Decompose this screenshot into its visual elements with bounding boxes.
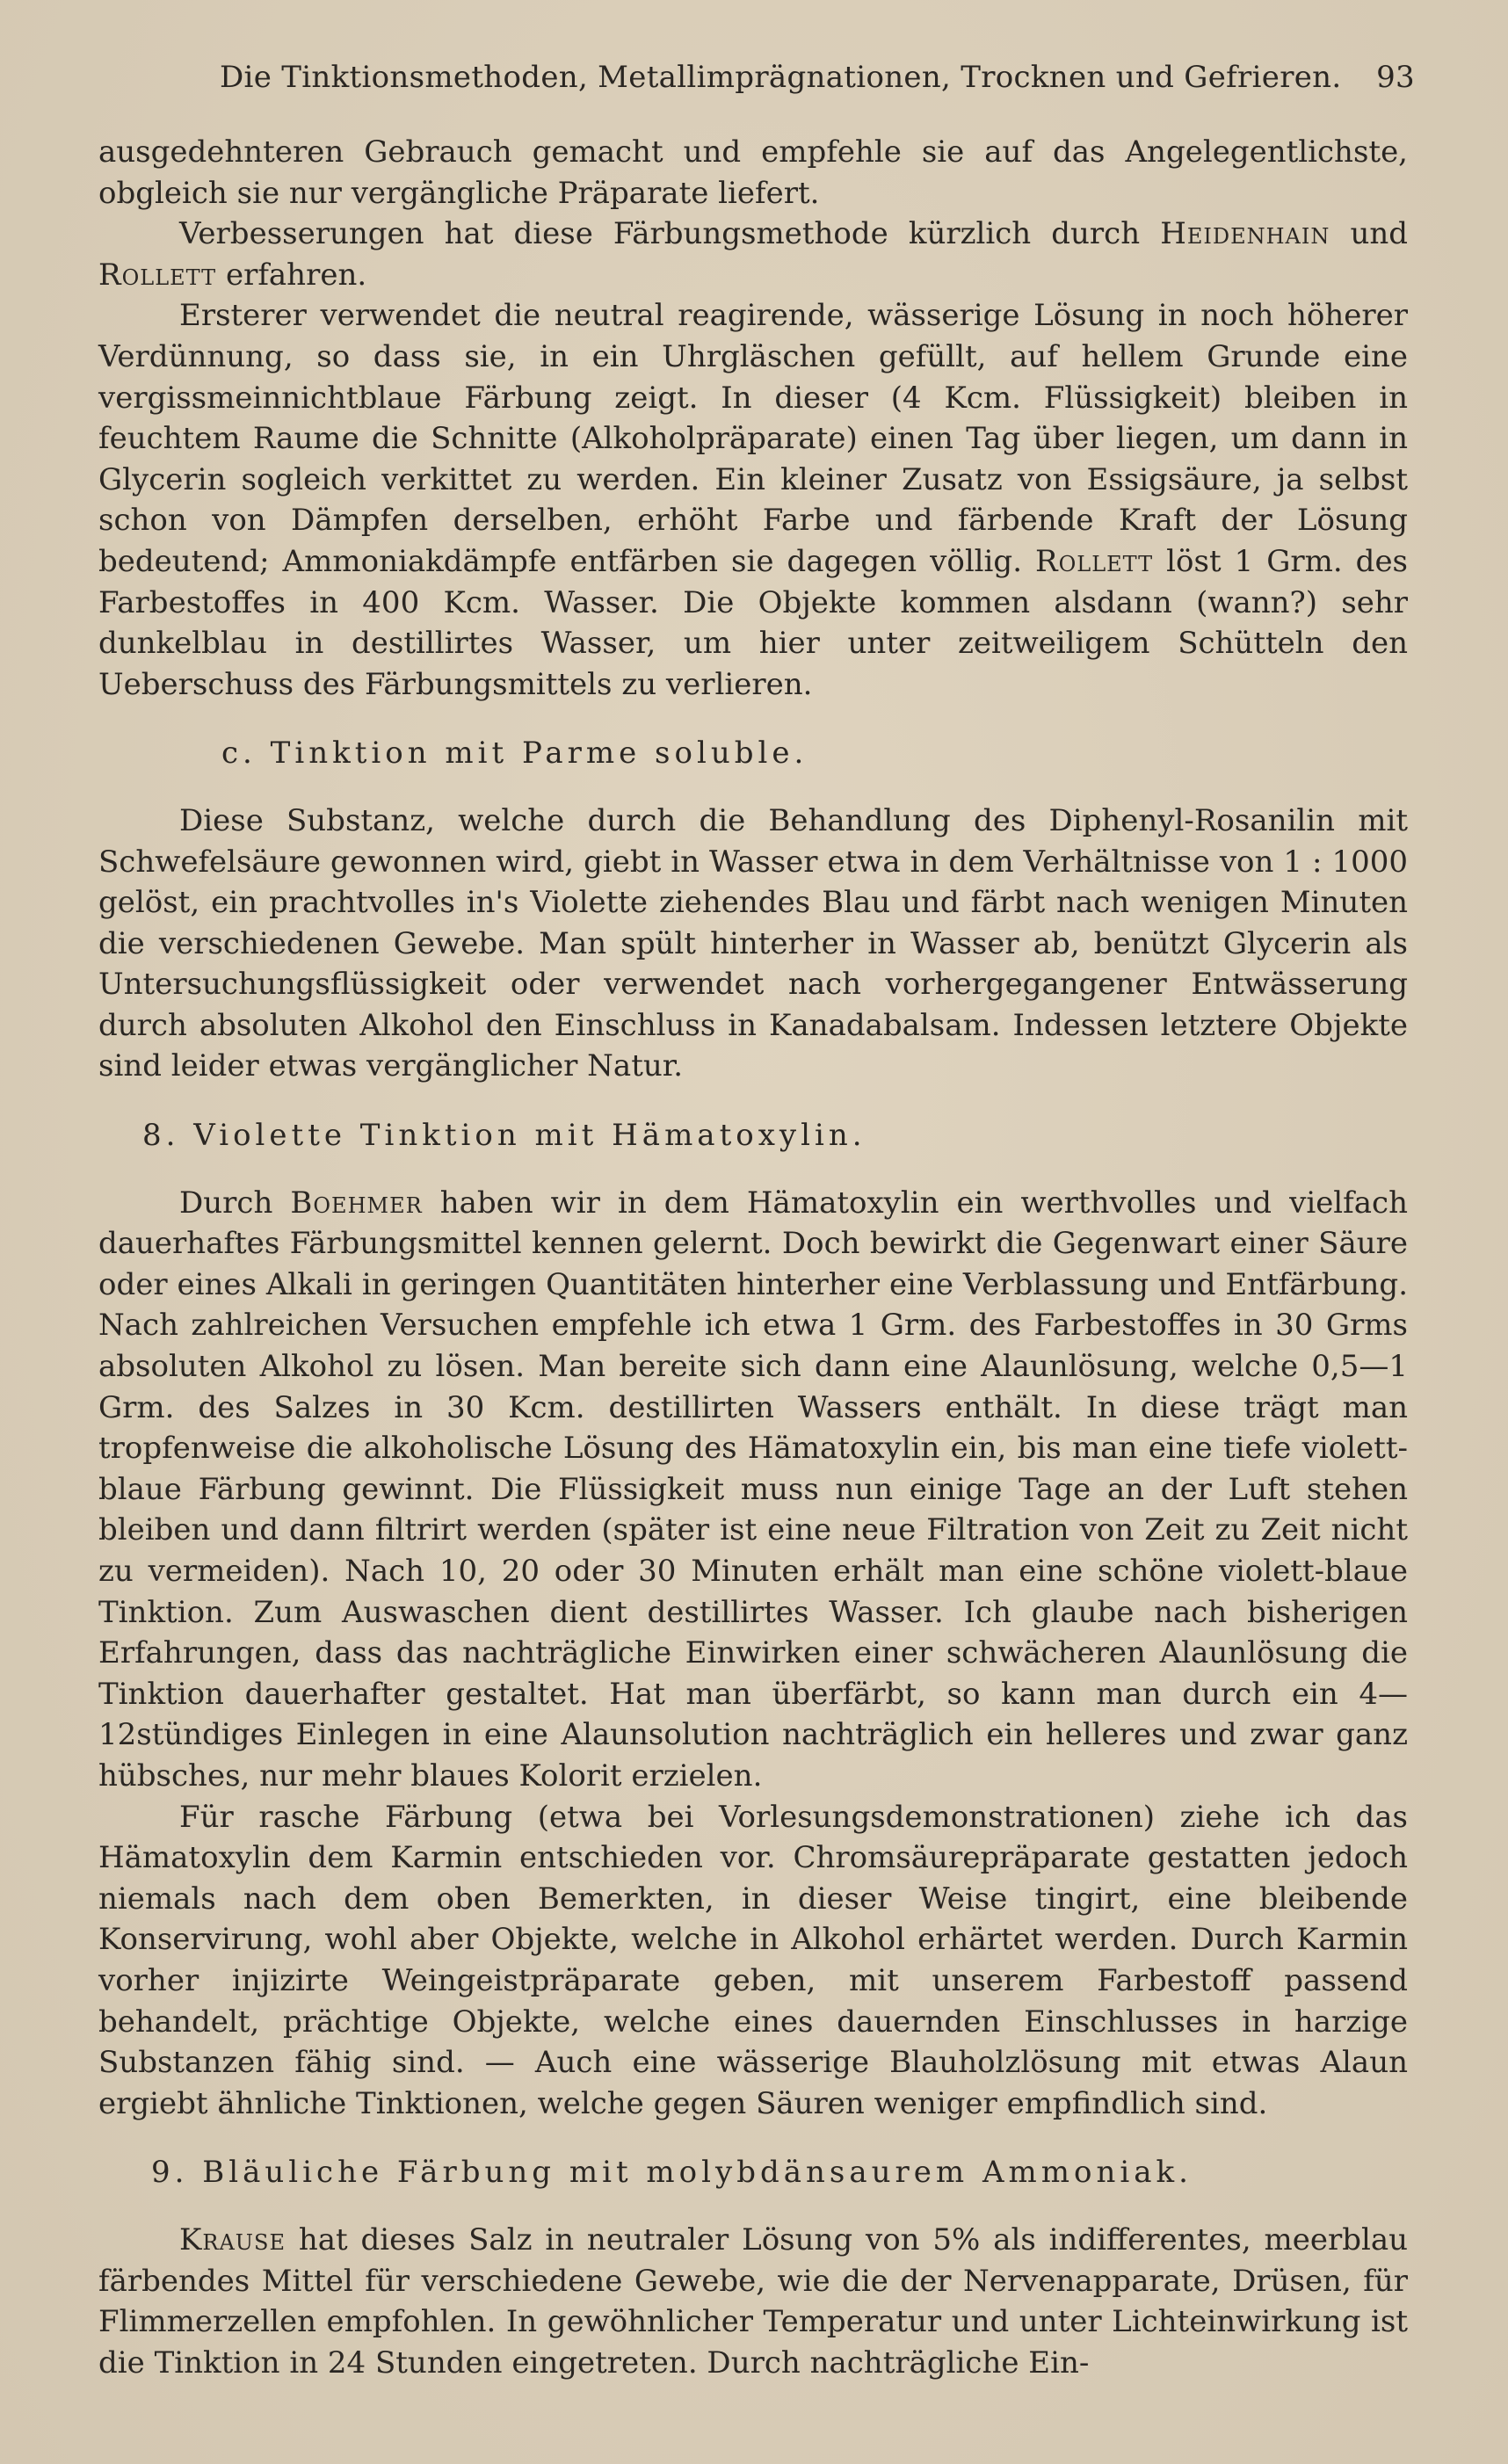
paragraph-3: Ersterer verwendet die neutral reagirende, wässerige Lösung in noch höherer Verdünnung, so dass sie, in ein Uhrgläschen gefüllt, auf hellem Grunde eine vergissmeinnichtblaue Färbung zeigt. In dieser (4 Kcm. Flüssigkeit) bleiben in feuchtem Raume die Schnitte (Alkoholpräparate) einen Tag über liegen, um dann in Glycerin sogleich verkittet zu werden. Ein kleiner Zusatz von Essigsäure, ja selbst schon von Dämpfen derselben, erhöht Farbe und färbende Kraft der Lösung bedeutend; Ammoniakdämpfe entfärben sie dagegen völlig. Rollett löst 1 Grm. des Farbestoffes in 400 Kcm. Wasser. Die Objekte kommen alsdann (wann?) sehr dunkelblau in destillirtes Wasser, um hier unter zeitweiligem Schütteln den Ueberschuss des Färbungsmittels zu verlieren. <box>98 298 1409 702</box>
paragraph-4: Diese Substanz, welche durch die Behandlung des Diphenyl-Rosanilin mit Schwefelsäure gewonnen wird, giebt in Wasser etwa in dem Verhältnisse von 1 : 1000 gelöst, ein prachtvolles in's Violette ziehendes Blau und färbt nach wenigen Minuten die verschiedenen Gewebe. Man spült hinterher in Wasser ab, benützt Glycerin als Untersuchungsflüssigkeit oder verwendet nach vorhergegangener Entwässerung durch absoluten Alkohol den Einschluss in Kanadabalsam. Indessen letztere Objekte sind leider etwas vergänglicher Natur. <box>98 802 1408 1084</box>
paragraph-2: Verbesserungen hat diese Färbungsmethode kürzlich durch Heidenhain und Rollett erfahren. <box>98 216 1408 293</box>
section-heading-8: 8. Violette Tinktion mit Hämatoxylin. <box>142 1118 866 1154</box>
author-name: Rollett <box>98 257 217 293</box>
paragraph-1: ausgedehnteren Gebrauch gemacht und empfehle sie auf das Angelegentlichste, obgleich sie nur vergängliche Präparate liefert. <box>98 134 1408 211</box>
paragraph-6: Für rasche Färbung (etwa bei Vorlesungsdemonstrationen) ziehe ich das Hämatoxylin dem Karmin entschieden vor. Chromsäurepräparate gestatten jedoch niemals nach dem oben Bemerkten, in dieser Weise tingirt, eine bleibende Konservirung, wohl aber Objekte, welche in Alkohol erhärtet werden. Durch Karmin vorher injizirte Weingeistpräparate geben, mit unserem Farbestoff passend behandelt, prächtige Objekte, welche eines dauernden Einschlusses in harzige Substanzen fähig sind. — Auch eine wässerige Blauholzlösung mit etwas Alaun ergiebt ähnliche Tinktionen, welche gegen Säuren weniger empfindlich sind. <box>98 1799 1408 2121</box>
running-header <box>220 60 1415 95</box>
section-heading-9: 9. Bläuliche Färbung mit molybdänsaurem Ammoniak. <box>151 2155 1193 2191</box>
author-name: Boehmer <box>290 1185 423 1221</box>
page-number: 93 <box>1376 60 1415 95</box>
paragraph-7: Krause hat dieses Salz in neutraler Lösung von 5% als indifferentes, meerblau färbendes Mittel für verschiedene Gewebe, wie die der Nervenapparate, Drüsen, für Flimmerzellen empfohlen. In gewöhnlicher Temperatur und unter Lichteinwirkung ist die Tinktion in 24 Stunden eingetreten. Durch nachträgliche Ein- <box>98 2221 1409 2381</box>
author-name: Krause <box>179 2221 286 2257</box>
running-title: Die Tinktionsmethoden, Metallimprägnationen, Trocknen und Gefrieren. <box>220 60 1342 95</box>
body-text <box>98 132 1408 2383</box>
section-heading-c: c. Tinktion mit Parme soluble. <box>221 736 808 772</box>
author-name: Heidenhain <box>1160 216 1330 252</box>
author-name: Rollett <box>1035 543 1154 579</box>
paragraph-5: Durch Boehmer haben wir in dem Hämatoxylin ein werthvolles und vielfach dauerhaftes Färbungsmittel kennen gelernt. Doch bewirkt die Gegenwart einer Säure oder eines Alkali in geringen Quantitäten hinterher eine Verblassung und Entfärbung. Nach zahlreichen Versuchen empfehle ich etwa 1 Grm. des Farbestoffes in 30 Grms absoluten Alkohol zu lösen. Man bereite sich dann eine Alaunlösung, welche 0,5—1 Grm. des Salzes in 30 Kcm. destillirten Wassers enthält. In diese trägt man tropfenweise die alkoholische Lösung des Hämatoxylin ein, bis man eine tiefe violett-blaue Färbung gewinnt. Die Flüssigkeit muss nun einige Tage an der Luft stehen bleiben und dann filtrirt werden (später ist eine neue Filtration von Zeit zu Zeit nicht zu vermeiden). Nach 10, 20 oder 30 Minuten erhält man eine schöne violett-blaue Tinktion. Zum Auswaschen dient destillirtes Wasser. Ich glaube nach bisherigen Erfahrungen, dass das nachträgliche Einwirken einer schwächeren Alaunlösung die Tinktion dauerhafter gestaltet. Hat man überfärbt, so kann man durch ein 4—12stündiges Einlegen in eine Alaunsolution nachträglich ein helleres und zwar ganz hübsches, nur mehr blaues Kolorit erzielen. <box>98 1185 1408 1794</box>
